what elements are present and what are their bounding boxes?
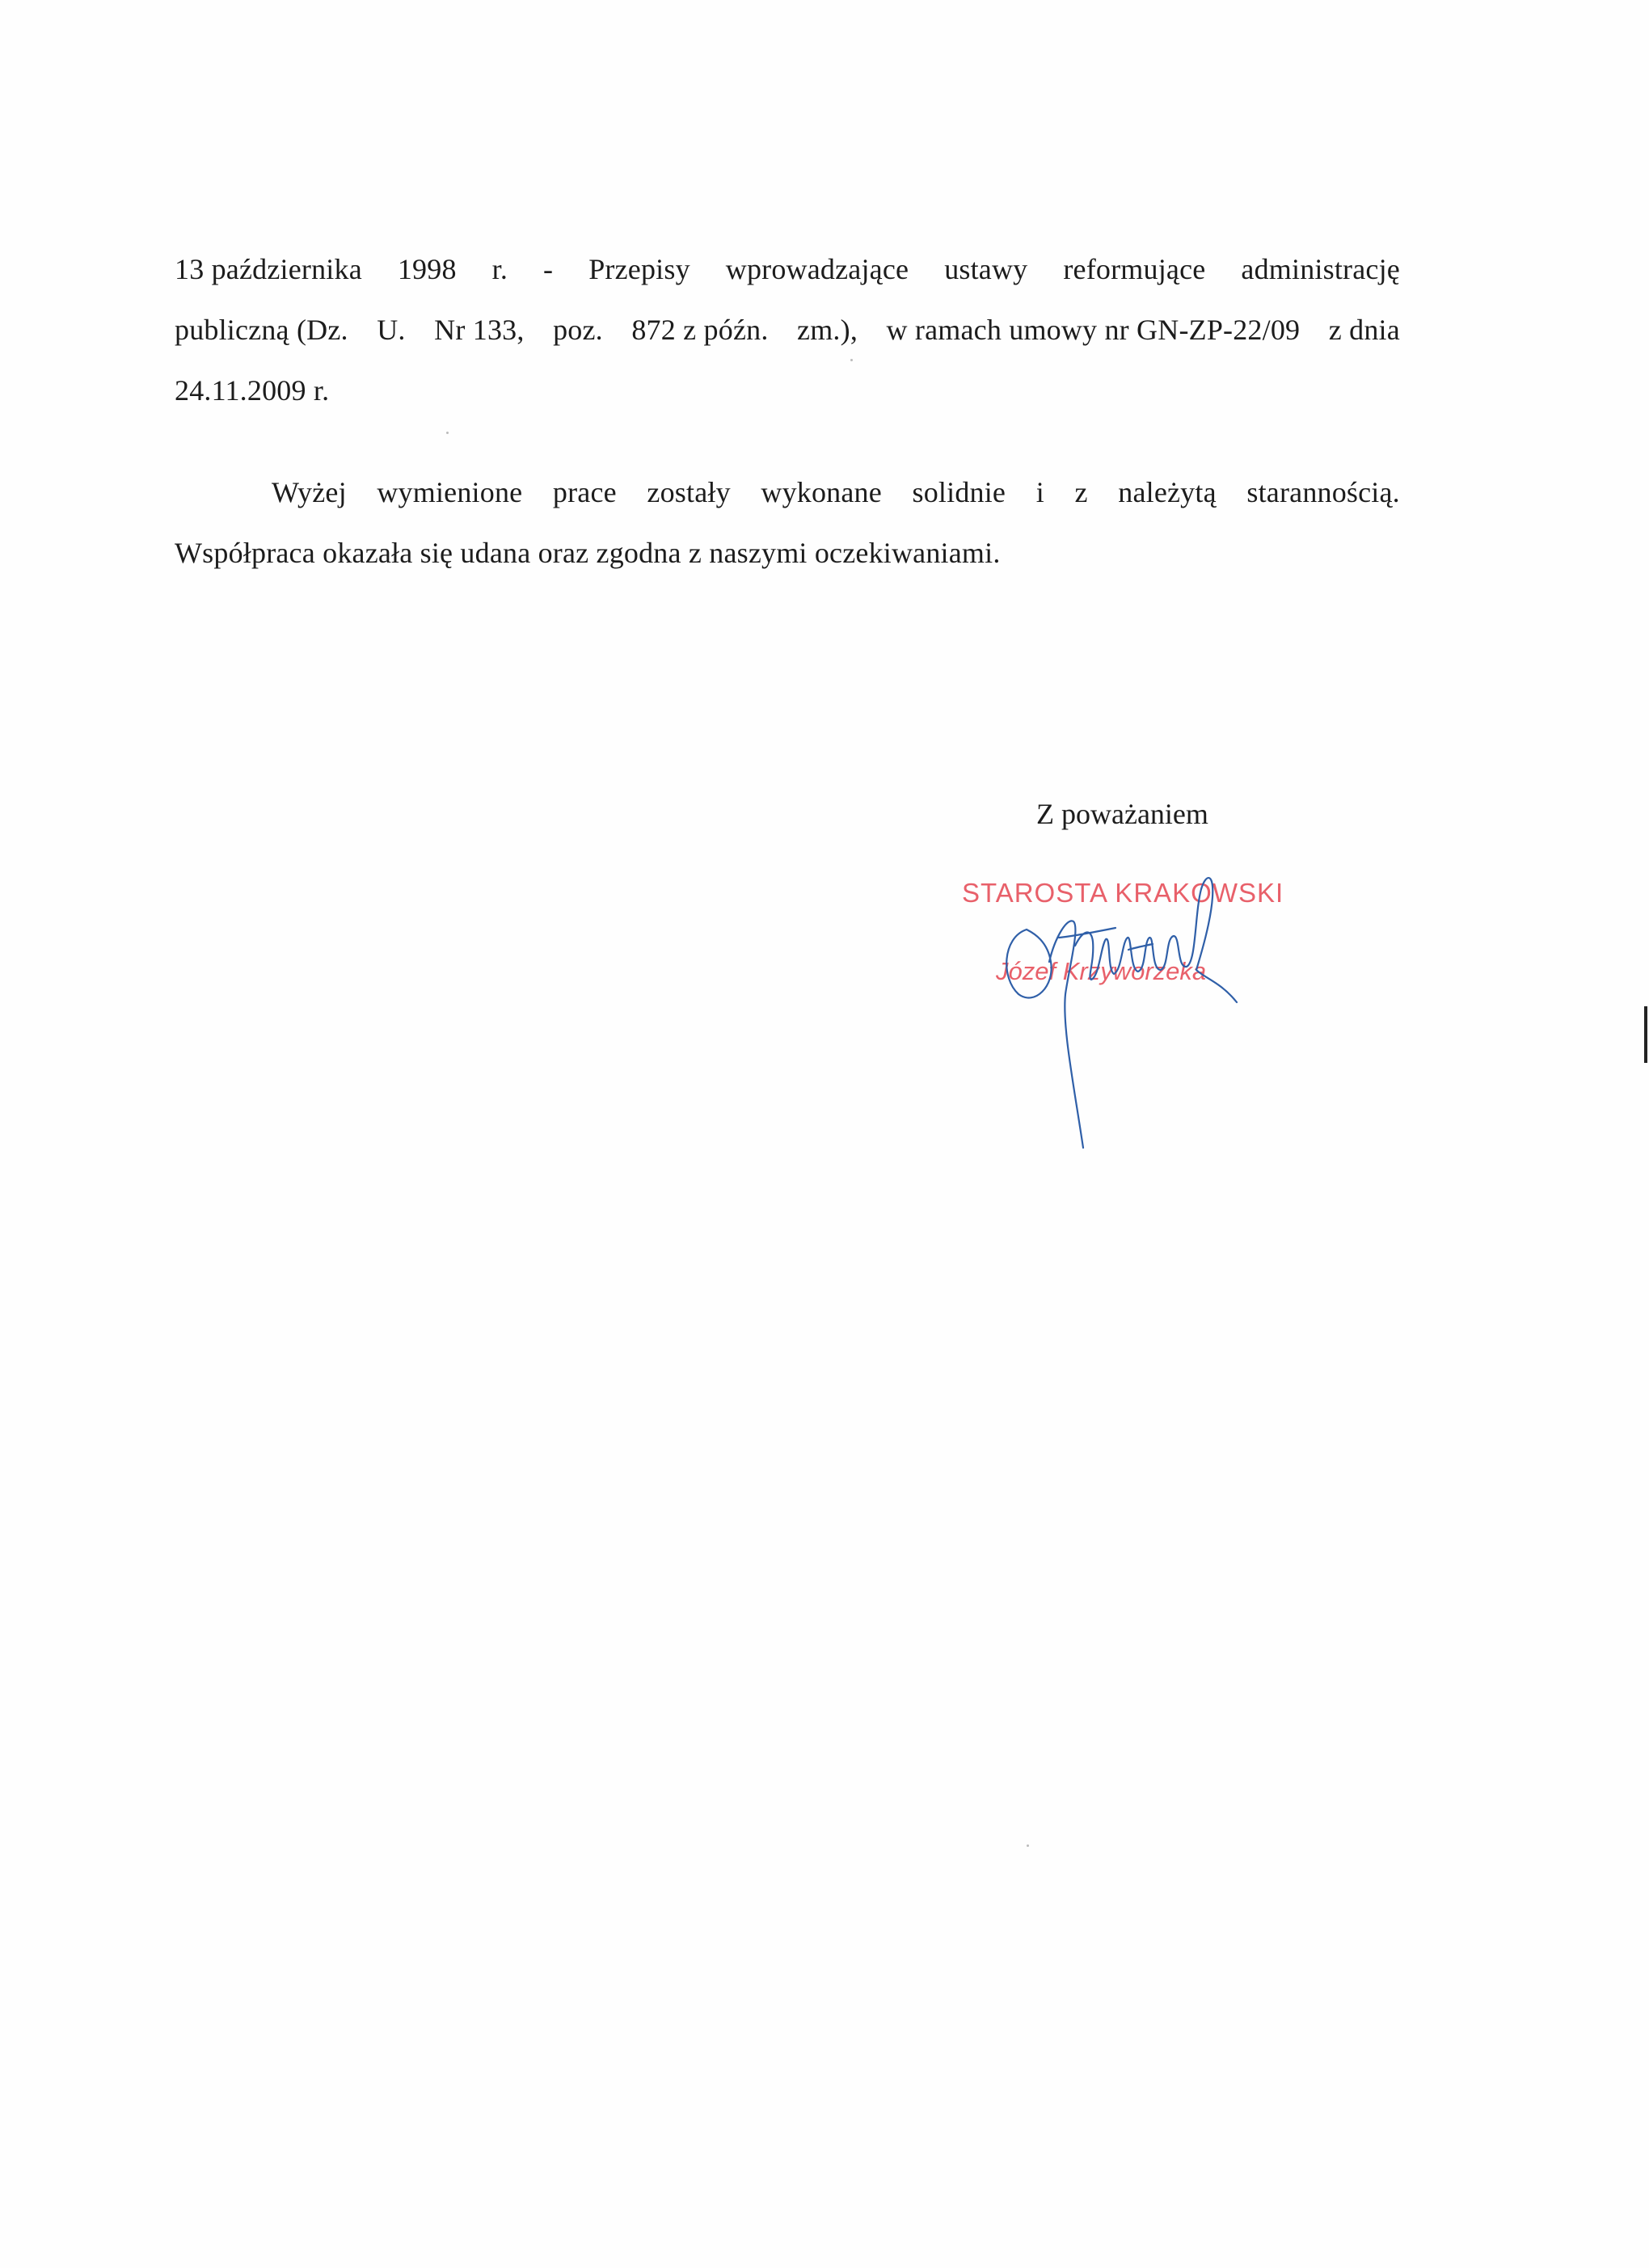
paragraph-1 [175, 239, 1400, 421]
word: starannością. [1246, 476, 1400, 508]
word: wymienione [377, 476, 523, 508]
paragraph-2 [175, 462, 1400, 584]
scan-speck [446, 432, 449, 434]
stamp-title: STAROSTA KRAKOWSKI [962, 878, 1284, 908]
word: U. [377, 314, 406, 346]
word: 24.11.2009 r. [175, 374, 330, 407]
word: Nr 133, [434, 314, 525, 346]
word: wykonane [761, 476, 882, 508]
paragraph-1-line-1 [175, 239, 1400, 300]
paragraph-2-line-2 [175, 523, 1400, 584]
word: 13 października [175, 253, 362, 285]
word: r. [491, 253, 508, 285]
word: Wyżej [272, 476, 347, 508]
word: ustawy [944, 253, 1028, 285]
handwritten-signature [978, 841, 1269, 1164]
word: 872 z późn. [631, 314, 769, 346]
word: Współpraca okazała się udana oraz zgodna z naszymi oczekiwaniami. [175, 537, 1001, 569]
paragraph-1-line-2 [175, 300, 1400, 360]
word: publiczną (Dz. [175, 314, 348, 346]
word: Przepisy [588, 253, 690, 285]
paragraph-1-line-3 [175, 360, 1400, 421]
word: - [543, 253, 554, 285]
word: reformujące [1063, 253, 1206, 285]
word: administrację [1241, 253, 1400, 285]
word: 1998 [397, 253, 457, 285]
word: zostały [647, 476, 731, 508]
word: z [1074, 476, 1088, 508]
paragraph-2-line-1 [175, 462, 1400, 523]
word: poz. [553, 314, 603, 346]
word: solidnie [912, 476, 1006, 508]
stamp-name: Józef Krzyworzeka [996, 957, 1207, 985]
word: należytą [1118, 476, 1217, 508]
word: w ramach umowy nr GN-ZP-22/09 [886, 314, 1301, 346]
scan-speck [1027, 1844, 1029, 1847]
word: i [1035, 476, 1044, 508]
scan-edge-mark [1644, 1006, 1647, 1063]
scan-speck [850, 359, 853, 361]
word: prace [552, 476, 617, 508]
word: wprowadzające [725, 253, 909, 285]
closing-salutation: Z poważaniem [1036, 798, 1208, 830]
word: z dnia [1328, 314, 1400, 346]
word: zm.), [797, 314, 858, 346]
